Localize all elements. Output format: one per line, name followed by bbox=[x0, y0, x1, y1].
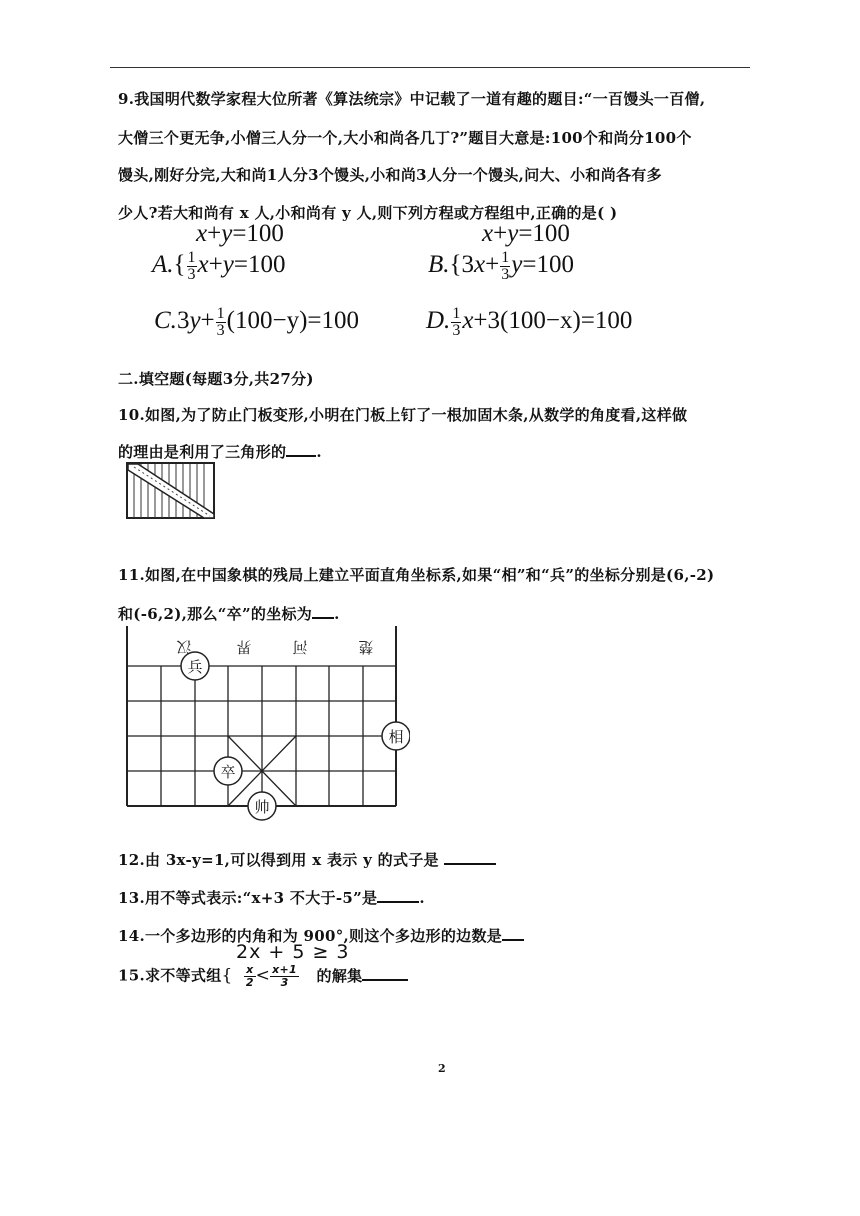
piece-shuai-label: 帅 bbox=[254, 798, 270, 816]
option-a[interactable]: A.{ $\frac{1}{3}$ x+y=100 bbox=[152, 249, 286, 283]
piece-zu-label: 卒 bbox=[220, 763, 236, 781]
answer-blank[interactable] bbox=[444, 849, 496, 865]
page-number: 2 bbox=[438, 1062, 446, 1075]
q12-text: 12.由 3x-y=1,可以得到用 x 表示 y 的式子是 bbox=[118, 851, 439, 869]
answer-blank[interactable] bbox=[377, 887, 419, 903]
q13-line bbox=[118, 887, 425, 908]
answer-blank[interactable] bbox=[362, 965, 408, 981]
frac-x-over-2: $\frac{x}{2}$ bbox=[245, 963, 254, 989]
system-brace: { bbox=[221, 965, 233, 986]
option-a-eq1: x+y=100 bbox=[196, 220, 284, 247]
answer-blank[interactable] bbox=[286, 441, 316, 457]
chess-board bbox=[120, 624, 410, 830]
q9-line-1: 9.我国明代数学家程大位所著《算法统宗》中记载了一道有趣的题目:“一百馒头一百僧, bbox=[118, 90, 706, 108]
fraction-one-third: $\frac{1}{3}$ bbox=[216, 305, 225, 339]
q10-line-2-text: 的理由是利用了三角形的 bbox=[118, 443, 287, 461]
river-char-4: 楚 bbox=[358, 638, 374, 656]
header-rule bbox=[110, 67, 750, 68]
section-heading: 二.填空题(每题3分,共27分) bbox=[118, 370, 314, 388]
q13-text: 13.用不等式表示:“x+3 不大于-5”是 bbox=[118, 889, 378, 907]
q11-line-2 bbox=[118, 603, 340, 624]
fraction-one-third: $\frac{1}{3}$ bbox=[501, 249, 510, 283]
river-text bbox=[176, 638, 373, 656]
river-char-1: 汉 bbox=[176, 638, 192, 656]
option-b-label: B. bbox=[428, 251, 450, 279]
q9-line-2: 大僧三个更无争,小僧三人分一个,大小和尚各几丁?”题目大意是:100个和尚分100个 bbox=[118, 129, 692, 147]
option-b-eq1: x+y=100 bbox=[482, 220, 570, 247]
q11-end: . bbox=[334, 605, 340, 623]
option-b[interactable]: B.{3x+ $\frac{1}{3}$ y=100 bbox=[428, 249, 574, 283]
q10-line-2 bbox=[118, 441, 322, 462]
piece-xiang-label: 相 bbox=[388, 728, 404, 746]
q14-text: 14.一个多边形的内角和为 900°,则这个多边形的边数是 bbox=[118, 927, 503, 945]
less-than-sign: < bbox=[255, 965, 271, 986]
q11-line-1: 11.如图,在中国象棋的残局上建立平面直角坐标系,如果“相”和“兵”的坐标分别是(6,-2) bbox=[118, 566, 715, 584]
fraction-one-third: $\frac{1}{3}$ bbox=[452, 305, 461, 339]
option-a-label: A. bbox=[152, 251, 174, 279]
q13-end: . bbox=[419, 889, 425, 907]
q15-line bbox=[118, 964, 408, 989]
q10-line-1: 10.如图,为了防止门板变形,小明在门板上钉了一根加固木条,从数学的角度看,这样做 bbox=[118, 406, 688, 424]
option-d[interactable]: D. $\frac{1}{3}$ x+3(100−x)=100 bbox=[426, 305, 633, 339]
option-d-tail: (100−x)=100 bbox=[500, 307, 633, 335]
q9-line-4: 少人?若大和尚有 x 人,小和尚有 y 人,则下列方程或方程组中,正确的是( ) bbox=[118, 204, 618, 222]
q15-prefix: 15.求不等式组 bbox=[118, 966, 222, 985]
option-c-tail: (100−y)=100 bbox=[226, 307, 360, 335]
piece-bing-label: 兵 bbox=[187, 658, 203, 676]
q11-line-2-text: 和(-6,2),那么“卒”的坐标为 bbox=[118, 605, 313, 623]
frac-x1-over-3: $\frac{x+1}{3}$ bbox=[272, 963, 297, 989]
board-grid bbox=[127, 626, 396, 806]
q12-line bbox=[118, 849, 496, 870]
river-char-3: 河 bbox=[292, 638, 308, 656]
q9-line-3: 馒头,刚好分完,大和尚1人分3个馒头,小和尚3人分一个馒头,问大、小和尚各有多 bbox=[118, 166, 662, 184]
answer-blank[interactable] bbox=[312, 603, 334, 619]
option-d-label: D. bbox=[426, 307, 451, 335]
q15-suffix: 的解集 bbox=[316, 966, 363, 985]
answer-blank[interactable] bbox=[502, 925, 524, 941]
river-char-2: 界 bbox=[236, 638, 252, 656]
option-c-label: C. bbox=[154, 307, 177, 335]
q15-ineq-top: 2x + 5 ≥ 3 bbox=[236, 941, 350, 963]
door-figure bbox=[126, 462, 216, 520]
q10-end: . bbox=[316, 443, 322, 461]
option-c[interactable]: C.3y+ $\frac{1}{3}$ (100−y)=100 bbox=[154, 305, 360, 339]
fraction-one-third: $\frac{1}{3}$ bbox=[187, 249, 196, 283]
